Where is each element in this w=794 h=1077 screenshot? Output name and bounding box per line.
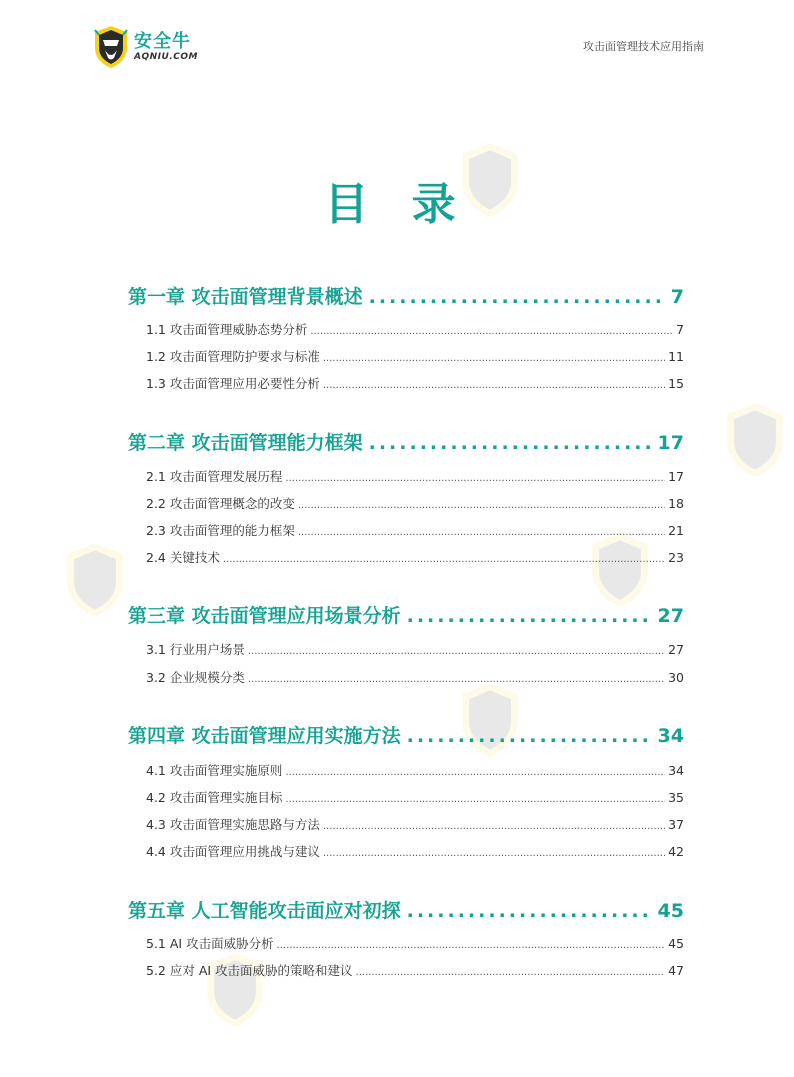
section-page: 23 <box>668 550 684 565</box>
logo-text-cn: 安全牛 <box>134 31 191 52</box>
chapter-page: 45 <box>657 900 684 922</box>
toc-chapter-2[interactable] <box>128 428 684 455</box>
section-label: 5.1 AI 攻击面威胁分析 <box>146 936 274 951</box>
toc-section[interactable] <box>146 521 684 539</box>
toc-chapter-1[interactable] <box>128 282 684 309</box>
toc-chapter-4[interactable] <box>128 721 684 748</box>
section-page: 30 <box>668 670 684 685</box>
toc-section[interactable] <box>146 548 684 566</box>
dot-leader <box>285 767 665 778</box>
toc-section[interactable] <box>146 788 684 806</box>
watermark-shield-icon <box>720 400 790 484</box>
section-label: 2.3 攻击面管理的能力框架 <box>146 523 295 538</box>
chapter-page: 27 <box>657 605 684 627</box>
section-label: 3.1 行业用户场景 <box>146 642 245 657</box>
dot-leader <box>285 794 665 805</box>
chapter-page: 34 <box>657 725 684 747</box>
chapter-label: 第二章 攻击面管理能力框架 <box>128 432 363 454</box>
toc-chapter-3[interactable] <box>128 601 684 628</box>
toc-section[interactable] <box>146 320 684 338</box>
section-page: 34 <box>668 763 684 778</box>
chapter-label: 第四章 攻击面管理应用实施方法 <box>128 725 401 747</box>
watermark-shield-icon <box>60 540 130 624</box>
toc-section[interactable] <box>146 467 684 485</box>
section-page: 17 <box>668 469 684 484</box>
dot-leader <box>369 432 652 454</box>
chapter-page: 7 <box>670 286 684 308</box>
section-label: 4.2 攻击面管理实施目标 <box>146 790 283 805</box>
section-label: 5.2 应对 AI 攻击面威胁的策略和建议 <box>146 963 353 978</box>
shield-logo-icon <box>92 24 130 70</box>
toc-section[interactable] <box>146 842 684 860</box>
chapter-page: 17 <box>657 432 684 454</box>
toc-section[interactable] <box>146 815 684 833</box>
dot-leader <box>323 848 665 859</box>
section-page: 18 <box>668 496 684 511</box>
dot-leader <box>310 326 673 337</box>
dot-leader <box>298 527 665 538</box>
toc-section[interactable] <box>146 668 684 686</box>
section-page: 15 <box>668 376 684 391</box>
section-label: 1.1 攻击面管理威胁态势分析 <box>146 322 308 337</box>
dot-leader <box>407 605 652 627</box>
toc-section[interactable] <box>146 961 684 979</box>
section-page: 27 <box>668 642 684 657</box>
section-page: 11 <box>668 349 684 364</box>
dot-leader <box>323 380 665 391</box>
chapter-label: 第三章 攻击面管理应用场景分析 <box>128 605 401 627</box>
section-label: 1.3 攻击面管理应用必要性分析 <box>146 376 320 391</box>
toc-section[interactable] <box>146 934 684 952</box>
section-label: 4.3 攻击面管理实施思路与方法 <box>146 817 320 832</box>
section-page: 42 <box>668 844 684 859</box>
toc-section[interactable] <box>146 640 684 658</box>
toc-section[interactable] <box>146 347 684 365</box>
document-title: 攻击面管理技术应用指南 <box>583 40 704 53</box>
header-logo <box>92 24 202 70</box>
dot-leader <box>223 554 665 565</box>
section-label: 1.2 攻击面管理防护要求与标准 <box>146 349 320 364</box>
section-page: 45 <box>668 936 684 951</box>
chapter-label: 第五章 人工智能攻击面应对初探 <box>128 900 401 922</box>
dot-leader <box>248 674 665 685</box>
section-page: 35 <box>668 790 684 805</box>
section-label: 4.4 攻击面管理应用挑战与建议 <box>146 844 320 859</box>
section-label: 4.1 攻击面管理实施原则 <box>146 763 283 778</box>
logo-text-en: AQNIU.COM <box>134 52 198 62</box>
chapter-label: 第一章 攻击面管理背景概述 <box>128 286 363 308</box>
dot-leader <box>369 286 665 308</box>
dot-leader <box>248 646 665 657</box>
section-label: 2.4 关键技术 <box>146 550 220 565</box>
dot-leader <box>407 900 652 922</box>
dot-leader <box>277 940 666 951</box>
section-label: 2.2 攻击面管理概念的改变 <box>146 496 295 511</box>
section-label: 3.2 企业规模分类 <box>146 670 245 685</box>
dot-leader <box>407 725 652 747</box>
section-page: 21 <box>668 523 684 538</box>
dot-leader <box>285 473 665 484</box>
section-label: 2.1 攻击面管理发展历程 <box>146 469 283 484</box>
toc-section[interactable] <box>146 761 684 779</box>
page-title: 目 录 <box>324 179 470 230</box>
dot-leader <box>323 821 665 832</box>
section-page: 47 <box>668 963 684 978</box>
dot-leader <box>356 967 666 978</box>
section-page: 37 <box>668 817 684 832</box>
toc-chapter-5[interactable] <box>128 896 684 923</box>
toc-section[interactable] <box>146 374 684 392</box>
dot-leader <box>298 500 665 511</box>
section-page: 7 <box>676 322 684 337</box>
dot-leader <box>323 353 665 364</box>
toc-section[interactable] <box>146 494 684 512</box>
